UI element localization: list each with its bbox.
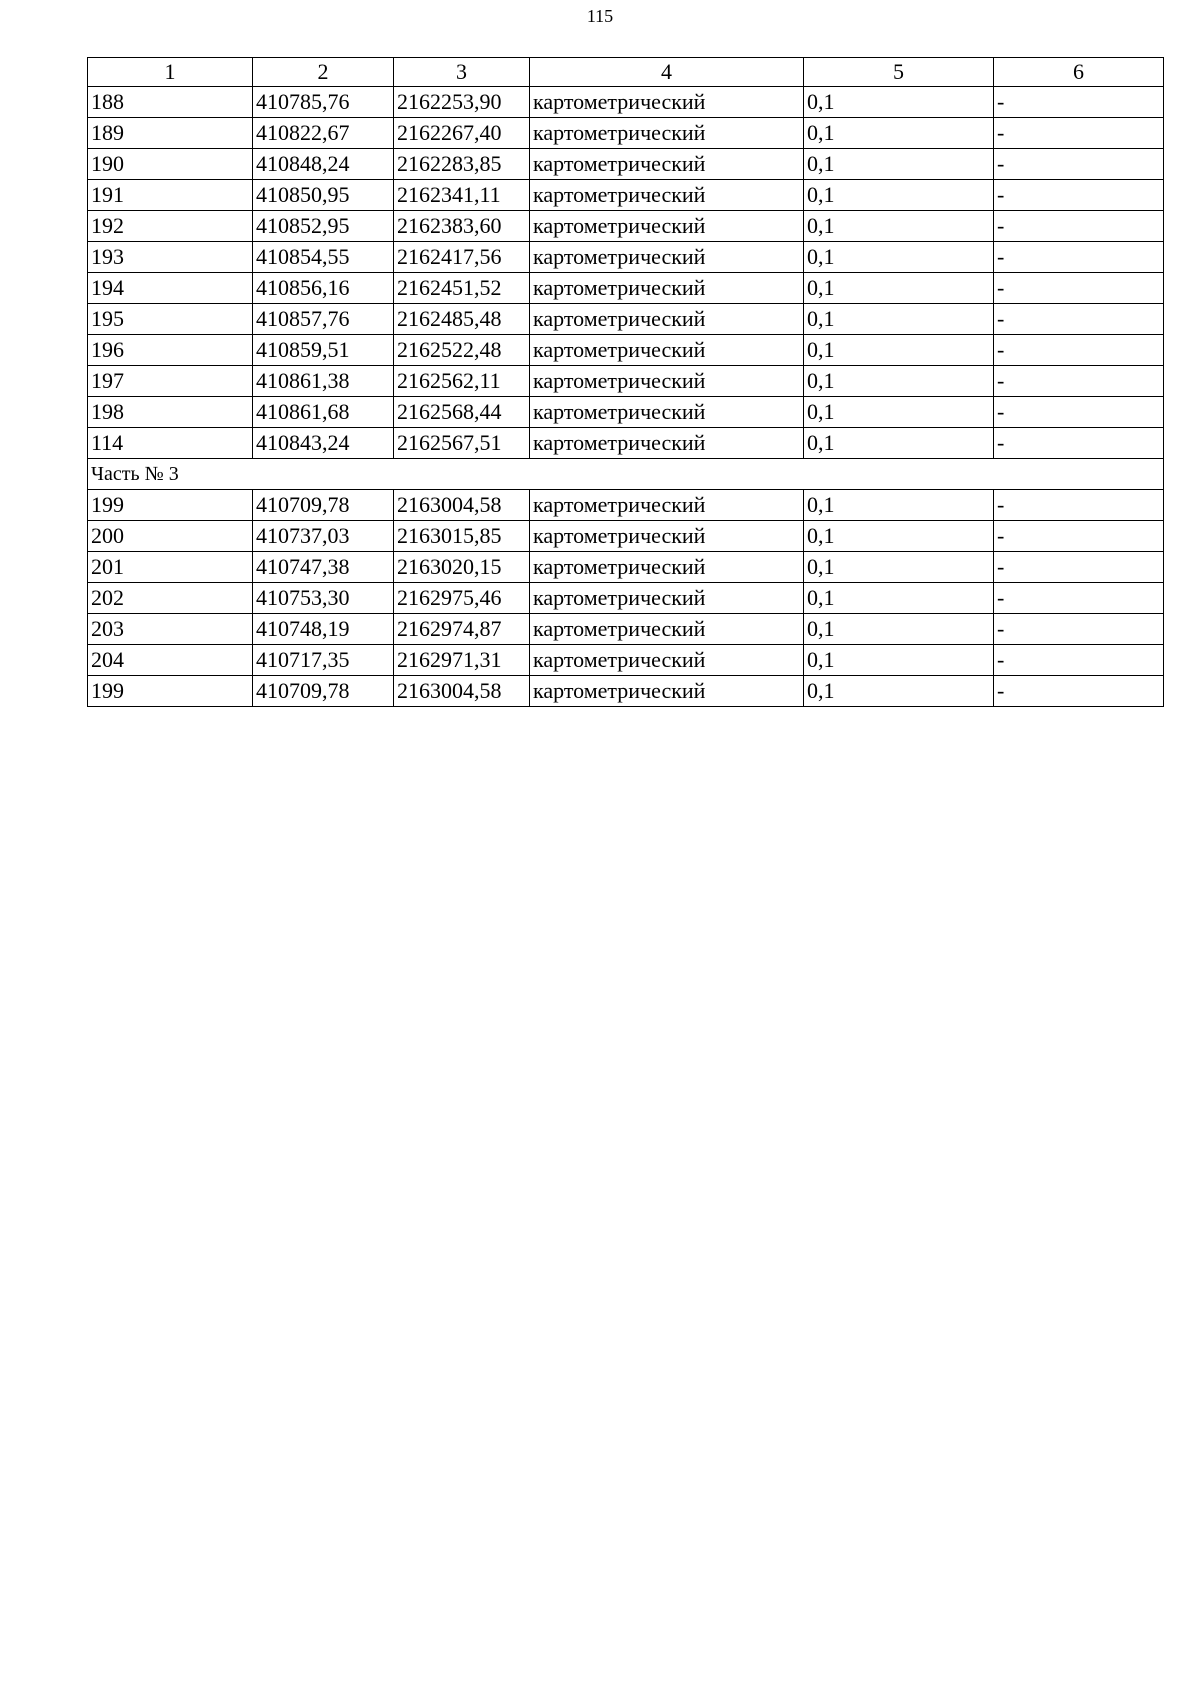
accuracy-cell: 0,1 xyxy=(804,397,994,428)
accuracy-cell: 0,1 xyxy=(804,273,994,304)
table-row xyxy=(88,273,1164,304)
x-coordinate-cell: 410709,78 xyxy=(253,676,394,707)
table-row xyxy=(88,366,1164,397)
note-cell: - xyxy=(994,87,1164,118)
point-number-cell: 196 xyxy=(88,335,253,366)
point-number-cell: 204 xyxy=(88,645,253,676)
point-number-cell: 201 xyxy=(88,552,253,583)
y-coordinate-cell: 2162417,56 xyxy=(394,242,530,273)
y-coordinate-cell: 2162451,52 xyxy=(394,273,530,304)
method-cell: картометрический xyxy=(530,552,804,583)
column-header: 2 xyxy=(253,58,394,87)
x-coordinate-cell: 410856,16 xyxy=(253,273,394,304)
point-number-cell: 191 xyxy=(88,180,253,211)
table-row xyxy=(88,118,1164,149)
note-cell: - xyxy=(994,583,1164,614)
column-header: 1 xyxy=(88,58,253,87)
point-number-cell: 199 xyxy=(88,676,253,707)
method-cell: картометрический xyxy=(530,335,804,366)
accuracy-cell: 0,1 xyxy=(804,87,994,118)
method-cell: картометрический xyxy=(530,583,804,614)
y-coordinate-cell: 2163004,58 xyxy=(394,676,530,707)
note-cell: - xyxy=(994,335,1164,366)
accuracy-cell: 0,1 xyxy=(804,428,994,459)
column-header: 3 xyxy=(394,58,530,87)
x-coordinate-cell: 410848,24 xyxy=(253,149,394,180)
x-coordinate-cell: 410737,03 xyxy=(253,521,394,552)
accuracy-cell: 0,1 xyxy=(804,490,994,521)
note-cell: - xyxy=(994,676,1164,707)
x-coordinate-cell: 410857,76 xyxy=(253,304,394,335)
x-coordinate-cell: 410753,30 xyxy=(253,583,394,614)
method-cell: картометрический xyxy=(530,397,804,428)
note-cell: - xyxy=(994,552,1164,583)
method-cell: картометрический xyxy=(530,304,804,335)
y-coordinate-cell: 2162485,48 xyxy=(394,304,530,335)
note-cell: - xyxy=(994,521,1164,552)
note-cell: - xyxy=(994,180,1164,211)
accuracy-cell: 0,1 xyxy=(804,242,994,273)
y-coordinate-cell: 2162567,51 xyxy=(394,428,530,459)
note-cell: - xyxy=(994,118,1164,149)
section-row xyxy=(88,459,1164,490)
x-coordinate-cell: 410822,67 xyxy=(253,118,394,149)
y-coordinate-cell: 2163004,58 xyxy=(394,490,530,521)
table-row xyxy=(88,645,1164,676)
y-coordinate-cell: 2162974,87 xyxy=(394,614,530,645)
method-cell: картометрический xyxy=(530,614,804,645)
point-number-cell: 202 xyxy=(88,583,253,614)
accuracy-cell: 0,1 xyxy=(804,583,994,614)
method-cell: картометрический xyxy=(530,521,804,552)
accuracy-cell: 0,1 xyxy=(804,335,994,366)
page-number: 115 xyxy=(586,6,614,26)
x-coordinate-cell: 410852,95 xyxy=(253,211,394,242)
point-number-cell: 200 xyxy=(88,521,253,552)
accuracy-cell: 0,1 xyxy=(804,676,994,707)
x-coordinate-cell: 410861,68 xyxy=(253,397,394,428)
point-number-cell: 193 xyxy=(88,242,253,273)
y-coordinate-cell: 2162383,60 xyxy=(394,211,530,242)
x-coordinate-cell: 410854,55 xyxy=(253,242,394,273)
note-cell: - xyxy=(994,428,1164,459)
note-cell: - xyxy=(994,397,1164,428)
y-coordinate-cell: 2163020,15 xyxy=(394,552,530,583)
point-number-cell: 197 xyxy=(88,366,253,397)
point-number-cell: 195 xyxy=(88,304,253,335)
table-header-row xyxy=(88,58,1164,87)
method-cell: картометрический xyxy=(530,242,804,273)
table-row xyxy=(88,180,1164,211)
column-header: 6 xyxy=(994,58,1164,87)
table-row xyxy=(88,242,1164,273)
method-cell: картометрический xyxy=(530,428,804,459)
y-coordinate-cell: 2162568,44 xyxy=(394,397,530,428)
method-cell: картометрический xyxy=(530,490,804,521)
method-cell: картометрический xyxy=(530,366,804,397)
table-row xyxy=(88,87,1164,118)
y-coordinate-cell: 2162522,48 xyxy=(394,335,530,366)
table-row xyxy=(88,211,1164,242)
table-row xyxy=(88,490,1164,521)
accuracy-cell: 0,1 xyxy=(804,645,994,676)
y-coordinate-cell: 2162341,11 xyxy=(394,180,530,211)
method-cell: картометрический xyxy=(530,273,804,304)
x-coordinate-cell: 410785,76 xyxy=(253,87,394,118)
x-coordinate-cell: 410861,38 xyxy=(253,366,394,397)
table-row xyxy=(88,552,1164,583)
y-coordinate-cell: 2162975,46 xyxy=(394,583,530,614)
coordinates-table xyxy=(87,57,1164,707)
table-body xyxy=(88,87,1164,707)
accuracy-cell: 0,1 xyxy=(804,149,994,180)
point-number-cell: 189 xyxy=(88,118,253,149)
accuracy-cell: 0,1 xyxy=(804,304,994,335)
point-number-cell: 203 xyxy=(88,614,253,645)
table-row xyxy=(88,304,1164,335)
column-header: 4 xyxy=(530,58,804,87)
x-coordinate-cell: 410709,78 xyxy=(253,490,394,521)
table-row xyxy=(88,149,1164,180)
note-cell: - xyxy=(994,149,1164,180)
note-cell: - xyxy=(994,366,1164,397)
note-cell: - xyxy=(994,211,1164,242)
point-number-cell: 114 xyxy=(88,428,253,459)
note-cell: - xyxy=(994,273,1164,304)
x-coordinate-cell: 410748,19 xyxy=(253,614,394,645)
column-header: 5 xyxy=(804,58,994,87)
point-number-cell: 192 xyxy=(88,211,253,242)
accuracy-cell: 0,1 xyxy=(804,366,994,397)
table-row xyxy=(88,614,1164,645)
note-cell: - xyxy=(994,304,1164,335)
point-number-cell: 194 xyxy=(88,273,253,304)
table-row xyxy=(88,397,1164,428)
accuracy-cell: 0,1 xyxy=(804,211,994,242)
method-cell: картометрический xyxy=(530,180,804,211)
method-cell: картометрический xyxy=(530,149,804,180)
method-cell: картометрический xyxy=(530,211,804,242)
x-coordinate-cell: 410747,38 xyxy=(253,552,394,583)
accuracy-cell: 0,1 xyxy=(804,521,994,552)
x-coordinate-cell: 410717,35 xyxy=(253,645,394,676)
y-coordinate-cell: 2162971,31 xyxy=(394,645,530,676)
accuracy-cell: 0,1 xyxy=(804,180,994,211)
table-row xyxy=(88,428,1164,459)
note-cell: - xyxy=(994,614,1164,645)
table-row xyxy=(88,583,1164,614)
point-number-cell: 198 xyxy=(88,397,253,428)
y-coordinate-cell: 2162267,40 xyxy=(394,118,530,149)
accuracy-cell: 0,1 xyxy=(804,552,994,583)
y-coordinate-cell: 2162562,11 xyxy=(394,366,530,397)
table-row xyxy=(88,335,1164,366)
accuracy-cell: 0,1 xyxy=(804,614,994,645)
x-coordinate-cell: 410843,24 xyxy=(253,428,394,459)
note-cell: - xyxy=(994,242,1164,273)
accuracy-cell: 0,1 xyxy=(804,118,994,149)
point-number-cell: 188 xyxy=(88,87,253,118)
note-cell: - xyxy=(994,645,1164,676)
point-number-cell: 190 xyxy=(88,149,253,180)
x-coordinate-cell: 410850,95 xyxy=(253,180,394,211)
y-coordinate-cell: 2162253,90 xyxy=(394,87,530,118)
y-coordinate-cell: 2162283,85 xyxy=(394,149,530,180)
method-cell: картометрический xyxy=(530,645,804,676)
method-cell: картометрический xyxy=(530,87,804,118)
y-coordinate-cell: 2163015,85 xyxy=(394,521,530,552)
point-number-cell: 199 xyxy=(88,490,253,521)
section-label: Часть № 3 xyxy=(88,459,1164,490)
method-cell: картометрический xyxy=(530,118,804,149)
table-row xyxy=(88,521,1164,552)
x-coordinate-cell: 410859,51 xyxy=(253,335,394,366)
table-row xyxy=(88,676,1164,707)
note-cell: - xyxy=(994,490,1164,521)
method-cell: картометрический xyxy=(530,676,804,707)
